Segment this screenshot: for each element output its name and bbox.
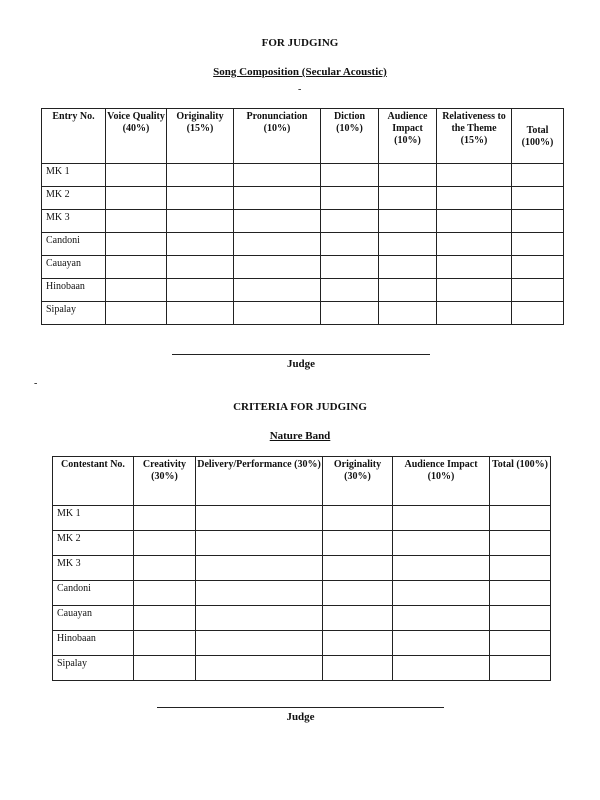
score-cell[interactable] <box>393 656 490 681</box>
score-cell[interactable] <box>379 279 437 302</box>
score-cell[interactable] <box>134 506 196 531</box>
score-cell[interactable] <box>393 556 490 581</box>
score-cell[interactable] <box>167 164 234 187</box>
column-header-total: Total (100%) <box>490 457 551 506</box>
score-cell[interactable] <box>234 233 321 256</box>
contestant-name: Hinobaan <box>53 631 134 656</box>
table-row <box>42 302 564 325</box>
score-cell[interactable] <box>196 581 323 606</box>
score-cell[interactable] <box>106 164 167 187</box>
score-cell[interactable] <box>323 506 393 531</box>
score-cell[interactable] <box>323 656 393 681</box>
score-cell[interactable] <box>234 256 321 279</box>
table-row <box>53 531 551 556</box>
score-cell[interactable] <box>393 531 490 556</box>
table-row <box>53 656 551 681</box>
stray-mark: - <box>298 84 302 95</box>
judge-signature-line[interactable] <box>157 707 444 708</box>
score-cell[interactable] <box>134 656 196 681</box>
score-cell[interactable] <box>379 164 437 187</box>
score-cell[interactable] <box>106 210 167 233</box>
score-cell[interactable] <box>167 279 234 302</box>
score-cell[interactable] <box>167 210 234 233</box>
entry-name: Cauayan <box>42 256 106 279</box>
score-cell[interactable] <box>134 556 196 581</box>
score-cell[interactable] <box>512 164 564 187</box>
entry-name: MK 3 <box>42 210 106 233</box>
score-cell[interactable] <box>512 256 564 279</box>
table-row <box>53 506 551 531</box>
score-cell[interactable] <box>379 233 437 256</box>
table-row <box>53 606 551 631</box>
section2-title: CRITERIA FOR JUDGING <box>233 401 367 413</box>
contestant-name: Cauayan <box>53 606 134 631</box>
score-cell[interactable] <box>512 302 564 325</box>
entry-name: Candoni <box>42 233 106 256</box>
score-cell[interactable] <box>393 631 490 656</box>
score-cell[interactable] <box>379 256 437 279</box>
judge-label: Judge <box>286 358 316 370</box>
score-cell[interactable] <box>196 606 323 631</box>
table-row <box>53 581 551 606</box>
score-cell[interactable] <box>393 606 490 631</box>
contestant-name: MK 2 <box>53 531 134 556</box>
score-cell[interactable] <box>196 656 323 681</box>
contestant-name: MK 1 <box>53 506 134 531</box>
score-cell[interactable] <box>393 581 490 606</box>
score-cell[interactable] <box>106 256 167 279</box>
score-cell[interactable] <box>134 631 196 656</box>
entry-name: Hinobaan <box>42 279 106 302</box>
score-cell[interactable] <box>437 302 512 325</box>
column-header-pronunciation: Pronunciation (10%) <box>234 109 321 164</box>
score-cell[interactable] <box>490 631 551 656</box>
score-cell[interactable] <box>167 233 234 256</box>
nature-band-table <box>52 456 551 681</box>
score-cell[interactable] <box>437 187 512 210</box>
score-cell[interactable] <box>321 279 379 302</box>
score-cell[interactable] <box>512 279 564 302</box>
score-cell[interactable] <box>323 606 393 631</box>
column-header-entry-no: Entry No. <box>42 109 106 164</box>
contestant-name: Candoni <box>53 581 134 606</box>
score-cell[interactable] <box>490 656 551 681</box>
column-header-contestant-no: Contestant No. <box>53 457 134 506</box>
score-cell[interactable] <box>321 164 379 187</box>
score-cell[interactable] <box>379 187 437 210</box>
score-cell[interactable] <box>512 187 564 210</box>
entry-name: MK 1 <box>42 164 106 187</box>
score-cell[interactable] <box>490 506 551 531</box>
score-cell[interactable] <box>196 531 323 556</box>
score-cell[interactable] <box>106 187 167 210</box>
score-cell[interactable] <box>321 256 379 279</box>
judge-label: Judge <box>286 711 315 723</box>
score-cell[interactable] <box>196 506 323 531</box>
table-row <box>42 164 564 187</box>
score-cell[interactable] <box>321 233 379 256</box>
score-cell[interactable] <box>379 210 437 233</box>
score-cell[interactable] <box>323 631 393 656</box>
score-cell[interactable] <box>234 187 321 210</box>
judge-signature-line[interactable] <box>172 354 430 355</box>
score-cell[interactable] <box>323 556 393 581</box>
column-header-audience-impact: Audience Impact (10%) <box>379 109 437 164</box>
score-cell[interactable] <box>321 210 379 233</box>
score-cell[interactable] <box>512 233 564 256</box>
column-header-originality: Originality (15%) <box>167 109 234 164</box>
table-row <box>42 210 564 233</box>
score-cell[interactable] <box>323 581 393 606</box>
contestant-name: Sipalay <box>53 656 134 681</box>
column-header-voice-quality: Voice Quality (40%) <box>106 109 167 164</box>
score-cell[interactable] <box>234 210 321 233</box>
score-cell[interactable] <box>437 256 512 279</box>
score-cell[interactable] <box>134 531 196 556</box>
score-cell[interactable] <box>106 302 167 325</box>
score-cell[interactable] <box>437 164 512 187</box>
section1-subtitle: Song Composition (Secular Acoustic) <box>213 66 387 78</box>
table-row <box>42 187 564 210</box>
column-header-audience-impact: Audience Impact (10%) <box>393 457 490 506</box>
score-cell[interactable] <box>106 233 167 256</box>
contestant-name: MK 3 <box>53 556 134 581</box>
column-header-total: Total (100%) <box>512 109 564 164</box>
score-cell[interactable] <box>437 233 512 256</box>
column-header-delivery-performance: Delivery/Performance (30%) <box>196 457 323 506</box>
table-row <box>42 233 564 256</box>
score-cell[interactable] <box>490 556 551 581</box>
column-header-relativeness: Relativeness to the Theme (15%) <box>437 109 512 164</box>
score-cell[interactable] <box>167 302 234 325</box>
score-cell[interactable] <box>134 606 196 631</box>
table-row <box>42 279 564 302</box>
score-cell[interactable] <box>379 302 437 325</box>
column-header-originality: Originality (30%) <box>323 457 393 506</box>
score-cell[interactable] <box>490 531 551 556</box>
score-cell[interactable] <box>106 279 167 302</box>
score-cell[interactable] <box>196 556 323 581</box>
score-cell[interactable] <box>321 187 379 210</box>
score-cell[interactable] <box>512 210 564 233</box>
entry-name: MK 2 <box>42 187 106 210</box>
score-cell[interactable] <box>490 581 551 606</box>
score-cell[interactable] <box>323 531 393 556</box>
score-cell[interactable] <box>437 279 512 302</box>
score-cell[interactable] <box>234 164 321 187</box>
score-cell[interactable] <box>196 631 323 656</box>
table-row <box>42 256 564 279</box>
table-row <box>53 556 551 581</box>
score-cell[interactable] <box>321 302 379 325</box>
score-cell[interactable] <box>393 506 490 531</box>
song-composition-table <box>41 108 564 325</box>
stray-mark: - <box>34 378 38 389</box>
score-cell[interactable] <box>167 187 234 210</box>
section2-subtitle: Nature Band <box>269 430 331 442</box>
column-header-creativity: Creativity (30%) <box>134 457 196 506</box>
score-cell[interactable] <box>437 210 512 233</box>
score-cell[interactable] <box>234 302 321 325</box>
entry-name: Sipalay <box>42 302 106 325</box>
score-cell[interactable] <box>234 279 321 302</box>
score-cell[interactable] <box>167 256 234 279</box>
section1-title: FOR JUDGING <box>261 37 339 49</box>
score-cell[interactable] <box>134 581 196 606</box>
score-cell[interactable] <box>490 606 551 631</box>
column-header-diction: Diction (10%) <box>321 109 379 164</box>
table-row <box>53 631 551 656</box>
